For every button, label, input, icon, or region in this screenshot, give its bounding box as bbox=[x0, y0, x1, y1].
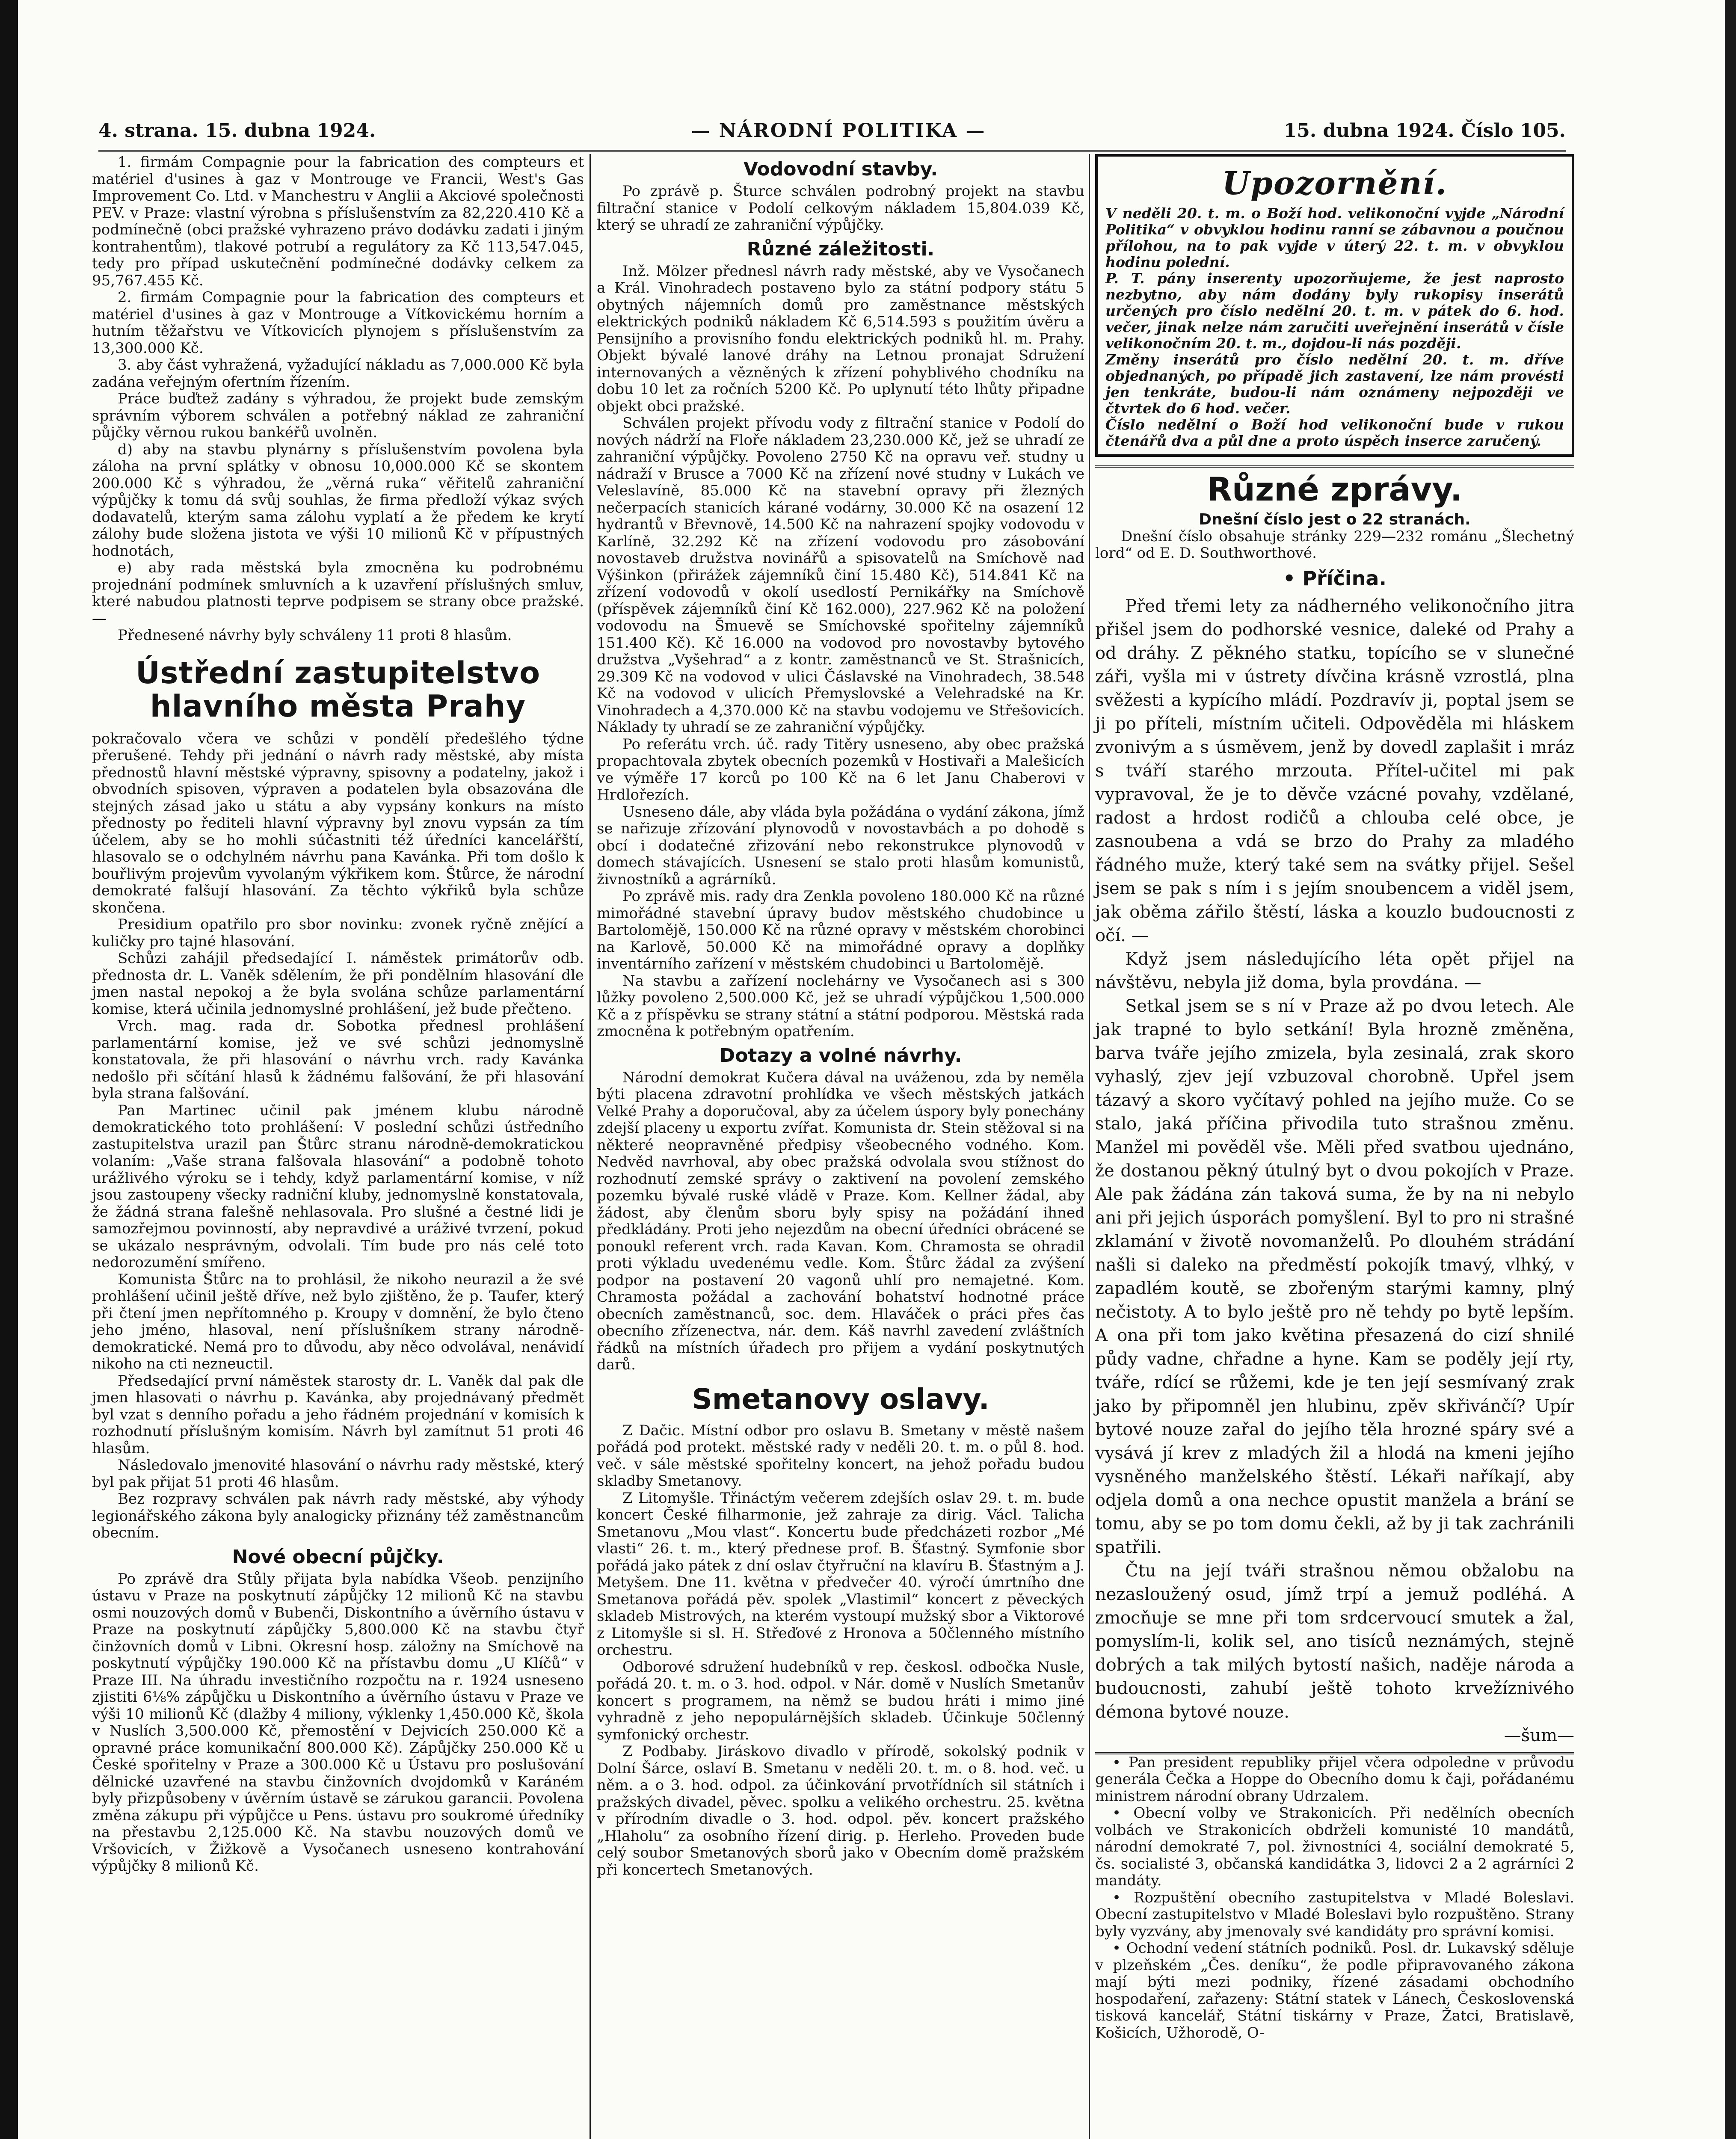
article-headline: Ústřední zastupitelstvo hlavního města Prahy bbox=[135, 655, 541, 724]
article-paragraph: Presidium opatřilo pro sbor novinku: zvonek ryčně znějící a kuličky pro tajné hlasování. bbox=[92, 916, 584, 950]
column-rule bbox=[590, 154, 591, 2139]
article-paragraph: Usneseno dále, aby vláda byla požádána o vydání zákona, jímž se nařizuje zřízování plynovodů v novostavbách a po dohodě s obcí i dodatečné zřizování nebo rekonstrukce plynovodů v domech stávajících. Usnesení se stalo proti hlasům komunistů, živnostníků a agrárníků. bbox=[597, 803, 1084, 888]
article-paragraph: e) aby rada městská byla zmocněna ku podrobnému projednání podmínek smluvních a k uzavření příslušných smluv, které nabudou platnosti teprve podpisem se strany obce pražské. — bbox=[92, 559, 584, 627]
header-rule bbox=[98, 150, 1566, 152]
column-3 bbox=[1095, 154, 1574, 2041]
article-paragraph: Na stavbu a zařízení noclehárny ve Vysočanech asi s 300 lůžky povoleno 2,500.000 Kč, jež se uhradí výpůjčkou 1,500.000 Kč a z příspěvku se strany státní a státní podporou. Městská rada zmocněna k potřebným opatřením. bbox=[597, 972, 1084, 1040]
article-paragraph: Po zprávě dra Stůly přijata byla nabídka Všeob. penzijního ústavu v Praze na poskytnutí zápůjčky 12 milionů Kč na stavbu osmi nouzových domů v Bubenči, Diskontního a úvěrního ústavu v Praze na poskytnutí zápůjčky 5,800.000 Kč na stavbu čtyř činžovních domů v Libni. Okresní hosp. záložny na Smíchově na poskytnutí výpůjčky 190.000 Kč na přístavbu domu „U Klíčů“ v Praze III. Na úhradu investičního rozpočtu na r. 1924 usneseno zjistiti 6⅛% zápůjčku u Diskontního a úvěrního ústavu v Praze ve výši 10 milionů Kč (dlažby 4 miliony, výklenky 1,450.000 Kč, škola v Nuslích 3,500.000 Kč, přemostění v Dejvicích 250.000 Kč a opravné práce komunikační 800.000 Kč). Zápůjčky 250.000 Kč u České spořitelny v Praze a 300.000 Kč u Ústavu pro poslušování dělnické uzavřené na stavbu činžovních dvojdomků v Karáném byly přizpůsobeny v úvěrním ústavě se zárukou garancii. Povolena změna zákupu při výpůjčce u Pens. ústavu pro soukromé úředníky na přestavbu 2,125.000 Kč. Na stavbu nouzových domů ve Vršovicích, v Žižkově a Vysočanech usneseno kontrahování výpůjčky 8 milionů Kč. bbox=[92, 1570, 584, 1875]
article-paragraph: d) aby na stavbu plynárny s příslušenstvím povolena byla záloha na první splátky v obnosu 10,000.000 Kč se skontem 200.000 Kč s výhradou, že „věrná ruka“ věřitelů zahraniční výpůjčky k tomu dá svůj souhlas, že firma předloží výkaz svých dodavatelů, kterým sama zálohu vyplatí a že předem ke krytí zálohy bude složena jistota ve výši 10 milionů Kč v přípustných hodnotách, bbox=[92, 441, 584, 560]
story-paragraph: Setkal jsem se s ní v Praze až po dvou letech. Ale jak trapné to bylo setkání! Byla hrozně změněna, barva tváře jejího zmizela, byla zesinalá, zrak skoro vyhaslý, zjev její vzbuzoval chorobně. Upřel jsem tázavý a skoro vyčítavý pohled na jejího muže. Co se stalo, jaká příčina přivodila tuto strašnou změnu. Manžel mi pověděl vše. Měli před svatbou ujednáno, že dostanou pěkný útulný byt o dvou pokojích v Praze. Ale pak žádána zán taková suma, že by na ni nebylo ani při jejich úsporách pomyšlení. Byl to pro ni strašné zklamání v životě novomanželů. Po dlouhém strádání našli si daleko na předměstí pokojík tmavý, vlhký, v zapadlém koutě, se zbořeným starými kamny, plný nečistoty. A to bylo ještě pro ně tehdy po bytě lepším. A ona při tom jako květina přesazená do cizí shnilé půdy vadne, chřadne a hyne. Kam se poděly její rty, tváře, rdící se růžemi, kde je ten její sesmívaný zrak jako by připomněl jen hlubinu, zpěv skřivánčí? Upír bytové nouze zařal do jejího těla hrozné spáry své a vysává jí krev z mladých žil a hlodá na kmeni jejího vysněného manželského štěstí. Lékaři naříkají, aby odjela domů a ona nechce opustit manžela a brání se tomu, aby se po tom domu čekli, až by ji tak zachránili spatřili. bbox=[1095, 996, 1574, 1557]
news-brief: • Pan president republiky přijel včera odpoledne v průvodu generála Čečka a Hoppe do Obecního domu k čaji, pořádanému ministrem národní obrany Udrzalem. bbox=[1095, 1754, 1574, 1805]
story-paragraph: Čtu na její tváři strašnou němou obžalobu na nezasloužený osud, jímž trpí a jemuž podléhá. A zmocňuje se mne při tom srdcervoucí smutek a žal, pomyslím-li, kolik sel, ano tisíců neznámých, stejně dobrých a tak milých bytostí našich, naděje národa a budoucnosti, zahubí ještě tohoto krvežíznivého démona bytové nouze. bbox=[1095, 1561, 1574, 1722]
story-paragraph: Když jsem následujícího léta opět přijel na návštěvu, nebyla již doma, byla provdána. — bbox=[1095, 949, 1574, 992]
news-brief: • Rozpuštění obecního zastupitelstva v Mladé Boleslavi. Obecní zastupitelstvo v Mladé Boleslavi bylo rozpuštěno. Strany byly vyzvány, aby jmenovaly své kandidáty pro správní komisi. bbox=[1095, 1889, 1574, 1940]
story-body bbox=[1095, 595, 1574, 1748]
article-paragraph: Z Podbaby. Jiráskovo divadlo v přírodě, sokolský podnik v Dolní Šárce, oslaví B. Smetanu v neděli 20. t. m. o 8. hod. več. u něm. a o 3. hod. odpol. za účinkování prvotřídních sil státních i pražských divadel, pěvec. spolku a velikého orchestru. 25. května v přírodním divadle o 3. hod. odpol. pěv. koncert pražského „Hlaholu“ za osobního řízení dirig. p. Herleho. Proveden bude celý soubor Smetanových sborů jako v Obecním domě pražském při koncertech Smetanových. bbox=[597, 1743, 1084, 1878]
article-paragraph: Následovalo jmenovité hlasování o návrhu rady městské, který byl pak přijat 51 proti 46 hlasům. bbox=[92, 1457, 584, 1491]
notice-paragraph: Změny inserátů pro číslo nedělní 20. t. m. dříve objednaných, po případě jich zastavení, lze nám provésti jen tenkráte, budou-li nám oznámeny nejpozději ve čtvrtek do 6 hod. večer. bbox=[1105, 351, 1564, 417]
story-title: • Příčina. bbox=[1283, 566, 1386, 590]
notice-box bbox=[1095, 154, 1574, 457]
notice-paragraph: Číslo nedělní o Boží hod velikonoční bude v rukou čtenářů dva a půl dne a proto úspěch inserce zaručený. bbox=[1105, 416, 1564, 449]
column-2 bbox=[597, 154, 1084, 1878]
section-heading: Různé zprávy. bbox=[1095, 465, 1574, 509]
header-title: — NÁRODNÍ POLITIKA — bbox=[691, 120, 986, 142]
page-header bbox=[98, 120, 1566, 145]
article-paragraph: Z Dačic. Místní odbor pro oslavu B. Smetany v městě našem pořádá pod protekt. městské rady v neděli 20. t. m. o půl 8. hod. več. v sále městské spořitelny koncert, na jehož pořadu budou skladby Smetanovy. bbox=[597, 1422, 1084, 1490]
article-paragraph: Předsedající první náměstek starosty dr. L. Vaněk dal pak dle jmen hlasovati o návrhu p. Kavánka, aby projednávaný předmět byl vzat s denního pořadu a jeho řádném projednání v komisích k rozhodnutí příslušným komisím. Návrh byl zamítnut 51 proti 46 hlasům. bbox=[92, 1372, 584, 1457]
article-paragraph: Přednesené návrhy byly schváleny 11 proti 8 hlasům. bbox=[118, 627, 512, 644]
column-1 bbox=[92, 154, 584, 1875]
article-paragraph: Odborové sdružení hudebníků v rep. českosl. odbočka Nusle, pořádá 20. t. m. o 3. hod. odpol. v Nár. domě v Nuslích Smetanův koncert s programem, na němž se budou hráti i mimo jiné vyhradně z jeho nepopulárnějších skladeb. Účinkuje 50členný symfonický orchestr. bbox=[597, 1658, 1084, 1743]
article-paragraph: Vrch. mag. rada dr. Sobotka přednesl prohlášení parlamentární komise, jež ve své schůzi jednomyslně konstatovala, že při hlasování o návrhu vrch. rady Kavánka nedošlo při sčítání hlasů k žádnému falšování, že při hlasování byla strana falšování. bbox=[92, 1017, 584, 1102]
article-paragraph: Po referátu vrch. úč. rady Titěry usneseno, aby obec pražská propachtovala zbytek obecních pozemků v Hostivaři a Malešicích ve výměře 17 korců po 100 Kč na 6 let Janu Chaberovi v Hrdlořezích. bbox=[597, 735, 1084, 803]
article-paragraph: Po zprávě mis. rady dra Zenkla povoleno 180.000 Kč na různé mimořádné stavební úpravy budov městského chudobince u Bartolomějě, 150.000 Kč na různé opravy v městském chorobinci na Karlově, 50.000 Kč na mimořádné opravy a doplňky inventárního zařízení v městském chudobinci u Bartolomějě. bbox=[597, 888, 1084, 972]
article-paragraph: Inž. Mölzer přednesl návrh rady městské, aby ve Vysočanech a Král. Vinohradech postaveno bylo za státní podpory státu 5 obytných nájemních domů pro zaměstnance městských elektrických podniků nákladem Kč 6,514.593 s použitím úvěru a Pensijního a provisního fondu elektrických podniků hl. m. Prahy. Objekt bývalé lanové dráhy na Letnou pronajat Sdružení internovaných a vězněných k zřízení pohyblivého chodníku na dobu 10 let za ročních 5200 Kč. Po uplynutí této lhůty připadne objekt obci pražské. bbox=[597, 262, 1084, 415]
section-heading: Smetanovy oslavy. bbox=[692, 1382, 989, 1416]
article-paragraph: Schválen projekt přívodu vody z filtrační stanice v Podolí do nových nádrží na Floře nákladem 23,230.000 Kč, jež se uhradí ze zahraniční výpůjčky. Povoleno 2750 Kč na opravu veř. studny u nádraží v Brusce a 7000 Kč na zřízení nové studny v Lukách ve Veleslavíně, 85.000 Kč na stavební opravy při žlezných nečerpacích stanicích kárané vodárny, 30.000 Kč na osazení 12 hydrantů v Břevnově, 14.500 Kč na nahrazení spojky vodovodu v Karlíně, 32.292 Kč na zřízení vodovodu pro zásobování novostaveb družstva novinářů a spisovatelů na Smíchově nad Výšinkon (přirážek zájemníků činí 15.480 Kč), 514.841 Kč na zřízení vodovodů v okolí usedlostí Pernikářky na Smíchově (příspěvek zájemníků činí Kč 162.000), 227.962 Kč na položení vodovodu na Šmuevě se Smíchovské spořitelny zájemníků 151.400 Kč). Kč 16.000 na vodovod pro novostavby bytového družstva „Vyšehrad“ a z kontr. zaměstnanců ve St. Strašnicích, 29.309 Kč na vodovod v ulici Čáslavské na Vinohradech, 38.548 Kč na vodovod v ulicích Přemyslovské a Velehradské na Kr. Vinohradech a 4,370.000 Kč na stavbu vodojemu ve Střešovicích. Náklady ty uhradí se ze zahraniční výpůjčky. bbox=[597, 415, 1084, 736]
header-left: 4. strana. 15. dubna 1924. bbox=[98, 120, 376, 142]
news-briefs bbox=[1095, 1752, 1574, 2042]
scan-edge-right bbox=[1725, 0, 1736, 2139]
section-heading: Různé záležitosti. bbox=[747, 238, 935, 260]
article-paragraph: Práce buďtež zadány s výhradou, že projekt bude zemským správním výborem schválen a potřebný náklad ze zahraniční půjčky věrnou rukou bankéřů uvolněn. bbox=[92, 390, 584, 441]
column-rule bbox=[1089, 154, 1090, 2139]
article-paragraph: Dnešní číslo obsahuje stránky 229—232 románu „Šlechetný lord“ od E. D. Southworthové. bbox=[1095, 527, 1574, 562]
header-right: 15. dubna 1924. Číslo 105. bbox=[1283, 120, 1566, 142]
story-paragraph: Před třemi lety za nádherného velikonočního jitra přišel jsem do podhorské vesnice, daleké od Prahy a od dráhy. Z pěkného statku, topícího se v slunečné záři, vyšla mi v ústrety dívčina krásně vzrostlá, plna svěžesti a kypícího mládí. Pozdravív ji, poptal jsem se ji po příteli, místním učiteli. Odpověděla mi hláskem zvonivým a s úsměvem, jenž by dovedl zaplašit i mráz s tváří starého mrzouta. Přítel-učitel mi pak vypravoval, že je to děvče vzácné povahy, vzdělané, radost a hrdost rodičů a chlouba celé obce, je zasnoubena a vdá se brzo do Prahy za mladého řádného muže, který také sem na svátky přijel. Sešel jsem se pak s ním i s jejím snoubencem a viděl jsem, jak oběma zářilo štěstí, láska a kouzlo budoucnosti z očí. — bbox=[1095, 596, 1574, 945]
article-paragraph: Z Litomyšle. Třináctým večerem zdejších oslav 29. t. m. bude koncert České filharmonie, jež zahraje za dirig. Václ. Talicha Smetanovu „Mou vlast“. Koncertu bude předcházeti rozbor „Mé vlasti“ 26. t. m., který přednese prof. B. Šťastný. Symfonie sbor pořádá jako pátek z dní oslav čtyřruční na klavíru B. Šťastným a J. Metyšem. Dne 11. května v předvečer 40. výročí úmrtního dne Smetanova pořádá pěv. spolek „Vlastimil“ koncert z pěveckých skladeb Mistrových, na kterém vystoupí mužský sbor a Viktorové z Litomyšle si sl. H. Střeďové z Hronova a 50členného místního orchestru. bbox=[597, 1489, 1084, 1659]
notice-paragraph: V neděli 20. t. m. o Boží hod. velikonoční vyjde „Národní Politika“ v obvyklou hodinu ranní se zábavnou a poučnou přílohou, na to pak vyjde v úterý 22. t. m. v obvyklou hodinu polední. bbox=[1105, 205, 1564, 270]
article-paragraph: Pan Martinec učinil pak jménem klubu národně demokratického toto prohlášení: V poslední schůzi ústředního zastupitelstva urazil pan Štůrc stranu národně-demokratickou volaním: „Vaše strana falšovala hlasování“ a podobně tohoto urážlivého výroku se i tehdy, když parlamentární komise, v níž jsou zastoupeny všecky radniční kluby, jednomyslně konstatovala, že žádná strana falešně nehlasovala. Pro slušné a čestné lidi je samozřejmou povinností, aby nepravdivé a uráživé tvrzení, pokud se ukázalo nesprávným, odvolali. Tím bude pro nás celé toto nedorozumění smířeno. bbox=[92, 1102, 584, 1271]
article-paragraph: pokračovalo včera ve schůzi v pondělí předešlého týdne přerušené. Tehdy při jednání o návrh rady městské, aby místa přednostů hlavní městské výpravny, spisovny a podatelny, jakož i obvodních spisoven, výpraven a podatelen byla obsazována dle stejných zásad jako u státu a aby vypsány konkurs na místo přednosty po řediteli hlavní výpravny byl znovu vypsán za tím účelem, aby se ho mohli súčastniti též úředníci kancelářští, hlasovalo se o odchylném návrhu pana Kavánka. Při tom došlo k bouřlivým projevům vyvolaným výkřikem kom. Štůrce, že národní demokraté falšují hlasování. Za těchto výkřiků byla schůze skončena. bbox=[92, 730, 584, 916]
notice-title: Upozornění. bbox=[1222, 165, 1448, 202]
article-paragraph: Schůzi zahájil předsedající I. náměstek primátorův odb. přednosta dr. L. Vaněk sdělením, že při pondělním hlasování dle jmen nastal nepokoj a že byla svolána schůze parlamentární komise, která učinila jednomyslné prohlášení, jež bude přečteno. bbox=[92, 950, 584, 1018]
article-paragraph: Národní demokrat Kučera dával na uváženou, zda by neměla býti placena zdravotní prohlídka ve všech městských jatkách Velké Prahy a doporučoval, aby za účelem úspory byly ponechány zdejší placeny u exportu zvířat. Komunista dr. Stein stěžoval si na některé neopravněné předpisy všeobecného vodného. Kom. Nedvěd navrhoval, aby obec pražská odvolala svou stížnost do rozhodnutí zemské správy o zaktivení na povolení zemského pozemku bývalé ruské vládě v Praze. Kom. Kellner žádal, aby žádost, aby členům sboru byly spisy na požádání ihned předkládány. Proti jeho nejezdům na obecní úředníci obrácené se ponoukl referent vrch. rada Kavan. Kom. Chramosta se ohradil proti výkladu uvedenému vedle. Kom. Štůrc žádal za zvýšení podpor na postavení 20 vagonů uhlí pro nemajetné. Kom. Chramosta požádal a zachování bohatství hodnotné práce obecních zaměstnanců, soc. dem. Hlaváček o práci přes čas obecního zřízenectva, nár. dem. Káš navrhl zavedení zvláštních řádků na místních úřadech pro přijem a vydání poskytnutých darů. bbox=[597, 1069, 1084, 1373]
story-signature: —šum— bbox=[1504, 1725, 1574, 1745]
article-paragraph: Bez rozpravy schválen pak návrh rady městské, aby výhody legionářského zákona byly analogicky přiznány též zaměstnancům obecním. bbox=[92, 1490, 584, 1541]
article-paragraph: 2. firmám Compagnie pour la fabrication des compteurs et matériel d'usines à gaz v Montrouge a Vítkovickému horním a hutním těžařstvu ve Vítkovicích plynojem s příslušenstvím za 13,300.000 Kč. bbox=[92, 289, 584, 357]
article-paragraph: 1. firmám Compagnie pour la fabrication des compteurs et matériel d'usines à gaz v Montrouge ve Francii, West's Gas Improvement Co. Ltd. v Manchestru v Anglii a Akciové společnosti PEV. v Praze: vlastní výrobna s příslušenstvím za 82,220.410 Kč a podmínečně (obci pražské vyhrazeno právo dodávku zadati i jiným kontrahentům), tlakové potrubí a regulátory za Kč 113,547.045, tedy pro případ uskutečnění podmínečné dodávky celkem za 95,767.455 Kč. bbox=[92, 154, 584, 289]
notice-paragraph: P. T. pány inserenty upozorňujeme, že jest naprosto nezbytno, aby nám dodány byly rukopisy inserátů určených pro číslo nedělní 20. t. m. v pátek do 6. hod. večer, jinak nelze nám zaručiti uveřejnění inserátů v čísle velikonočním 20. t. m., dojdou-li nás později. bbox=[1105, 270, 1564, 352]
article-paragraph: Po zprávě p. Šturce schválen podrobný projekt na stavbu filtrační stanice v Podolí celkovým nákladem 15,804.039 Kč, který se uhradí ze zahraniční výpůjčky. bbox=[597, 183, 1084, 234]
section-heading: Nové obecní půjčky. bbox=[232, 1546, 444, 1568]
article-paragraph: 3. aby část vyhražená, vyžadující nákladu as 7,000.000 Kč byla zadána veřejným ofertním řízením. bbox=[92, 356, 584, 391]
scan-edge-left bbox=[0, 0, 18, 2139]
news-brief: • Obecní volby ve Strakonicích. Při nedělních obecních volbách ve Strakonicích obdrželi komunisté 10 mandátů, národní demokraté 7, pol. živnostníci 4, sociální demokraté 5, čs. socialisté 3, občanská kandidátka 3, lidovci 2 a 2 agrárníci 2 mandáty. bbox=[1095, 1804, 1574, 1889]
section-heading: Dotazy a volné návrhy. bbox=[719, 1044, 962, 1067]
subheading: Dnešní číslo jest o 22 stranách. bbox=[1199, 511, 1471, 528]
section-heading: Vodovodní stavby. bbox=[743, 158, 938, 180]
news-brief: • Ochodní vedení státních podniků. Posl. dr. Lukavský sděluje v plzeňském „Čes. deníku“, že podle připravovaného zákona mají býti mezi podniky, řízené zásadami obchodního hospodaření, zařazeny: Státní statek v Lánech, Československá tisková kancelář, Státní tiskárny v Praze, Žatci, Bratislavě, Košicích, Užhorodě, O- bbox=[1095, 1940, 1574, 2041]
article-paragraph: Komunista Štůrc na to prohlásil, že nikoho neurazil a že své prohlášení učinil ještě dříve, než bylo zjištěno, že p. Taufer, který při čtení jmen nepřítomného p. Kroupy v domnění, že bylo čteno jeho jméno, hlasoval, není příslušníkem strany národně-demokratické. Nemá pro to důvodu, aby něco odvolával, nenávidí nikoho na cti nezneuctil. bbox=[92, 1271, 584, 1372]
